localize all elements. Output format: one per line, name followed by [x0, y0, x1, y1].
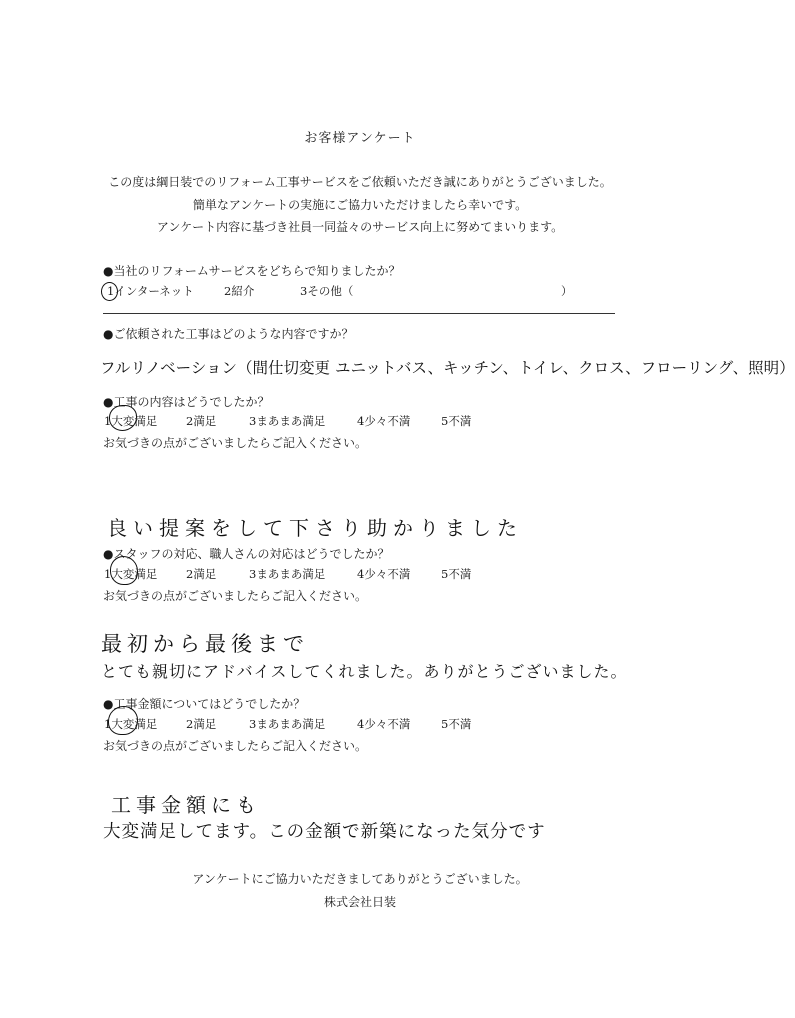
- survey-title: お客様アンケート: [304, 131, 416, 146]
- option-dissatisfied[interactable]: 5不満: [441, 567, 472, 581]
- handwritten-comment-line-2: とても親切にアドバイスしてくれました。ありがとうございました。: [101, 662, 628, 681]
- handwritten-comment-line-2: 大変満足してます。この金額で新築になった気分です: [103, 822, 546, 842]
- option-other-close: ）: [561, 284, 573, 298]
- option-slightly-dissatisfied[interactable]: 4少々不満: [357, 414, 411, 428]
- option-somewhat-satisfied[interactable]: 3まあまあ満足: [249, 414, 326, 428]
- option-other[interactable]: 3その他（: [300, 284, 354, 298]
- question-source: ●当社のリフォームサービスをどちらで知りましたか？: [103, 264, 401, 278]
- handwritten-comment: 良い提案をして下さり助かりました: [107, 516, 523, 540]
- option-dissatisfied[interactable]: 5不満: [441, 717, 472, 731]
- question-price: ●工事金額についてはどうでしたか？: [103, 697, 306, 711]
- company-name: 株式会社日装: [323, 895, 396, 909]
- option-somewhat-satisfied[interactable]: 3まあまあ満足: [249, 717, 326, 731]
- option-slightly-dissatisfied[interactable]: 4少々不満: [357, 567, 411, 581]
- question-staff: ●スタッフの対応、職人さんの対応はどうでしたか？: [103, 547, 390, 561]
- option-slightly-dissatisfied[interactable]: 4少々不満: [357, 717, 411, 731]
- closing-thanks: アンケートにご協力いただきましてありがとうございました。: [192, 872, 528, 886]
- option-internet[interactable]: 1インターネット: [107, 284, 194, 298]
- option-very-satisfied[interactable]: 1大変満足: [104, 717, 158, 731]
- option-satisfied[interactable]: 2満足: [186, 567, 217, 581]
- option-dissatisfied[interactable]: 5不満: [441, 414, 472, 428]
- intro-line-1: この度は綱日装でのリフォーム工事サービスをご依頼いただき誠にありがとうございました。: [108, 175, 612, 189]
- comment-prompt: お気づきの点がございましたらご記入ください。: [103, 436, 368, 450]
- option-referral[interactable]: 2紹介: [224, 284, 255, 298]
- option-somewhat-satisfied[interactable]: 3まあまあ満足: [249, 567, 326, 581]
- answer-line: [103, 313, 615, 314]
- intro-line-2: 簡単なアンケートの実施にご協力いただけましたら幸いです。: [192, 198, 528, 212]
- handwritten-work-type: フルリノベーション（間仕切変更 ユニットバス、キッチン、トイレ、クロス、フローリング、照明）: [100, 359, 795, 377]
- handwritten-comment-line-1: 工事金額にも: [111, 793, 261, 817]
- comment-prompt: お気づきの点がございましたらご記入ください。: [103, 739, 368, 753]
- option-satisfied[interactable]: 2満足: [186, 414, 217, 428]
- option-very-satisfied[interactable]: 1大変満足: [104, 414, 158, 428]
- intro-line-3: アンケート内容に基づき社員一同益々のサービス向上に努めてまいります。: [156, 220, 564, 234]
- option-satisfied[interactable]: 2満足: [186, 717, 217, 731]
- question-work-quality: ●工事の内容はどうでしたか？: [103, 395, 270, 409]
- handwritten-comment-line-1: 最初から最後まで: [101, 632, 309, 656]
- comment-prompt: お気づきの点がございましたらご記入ください。: [103, 589, 368, 603]
- question-work-type: ●ご依頼された工事はどのような内容ですか？: [103, 327, 354, 341]
- option-very-satisfied[interactable]: 1大変満足: [104, 567, 158, 581]
